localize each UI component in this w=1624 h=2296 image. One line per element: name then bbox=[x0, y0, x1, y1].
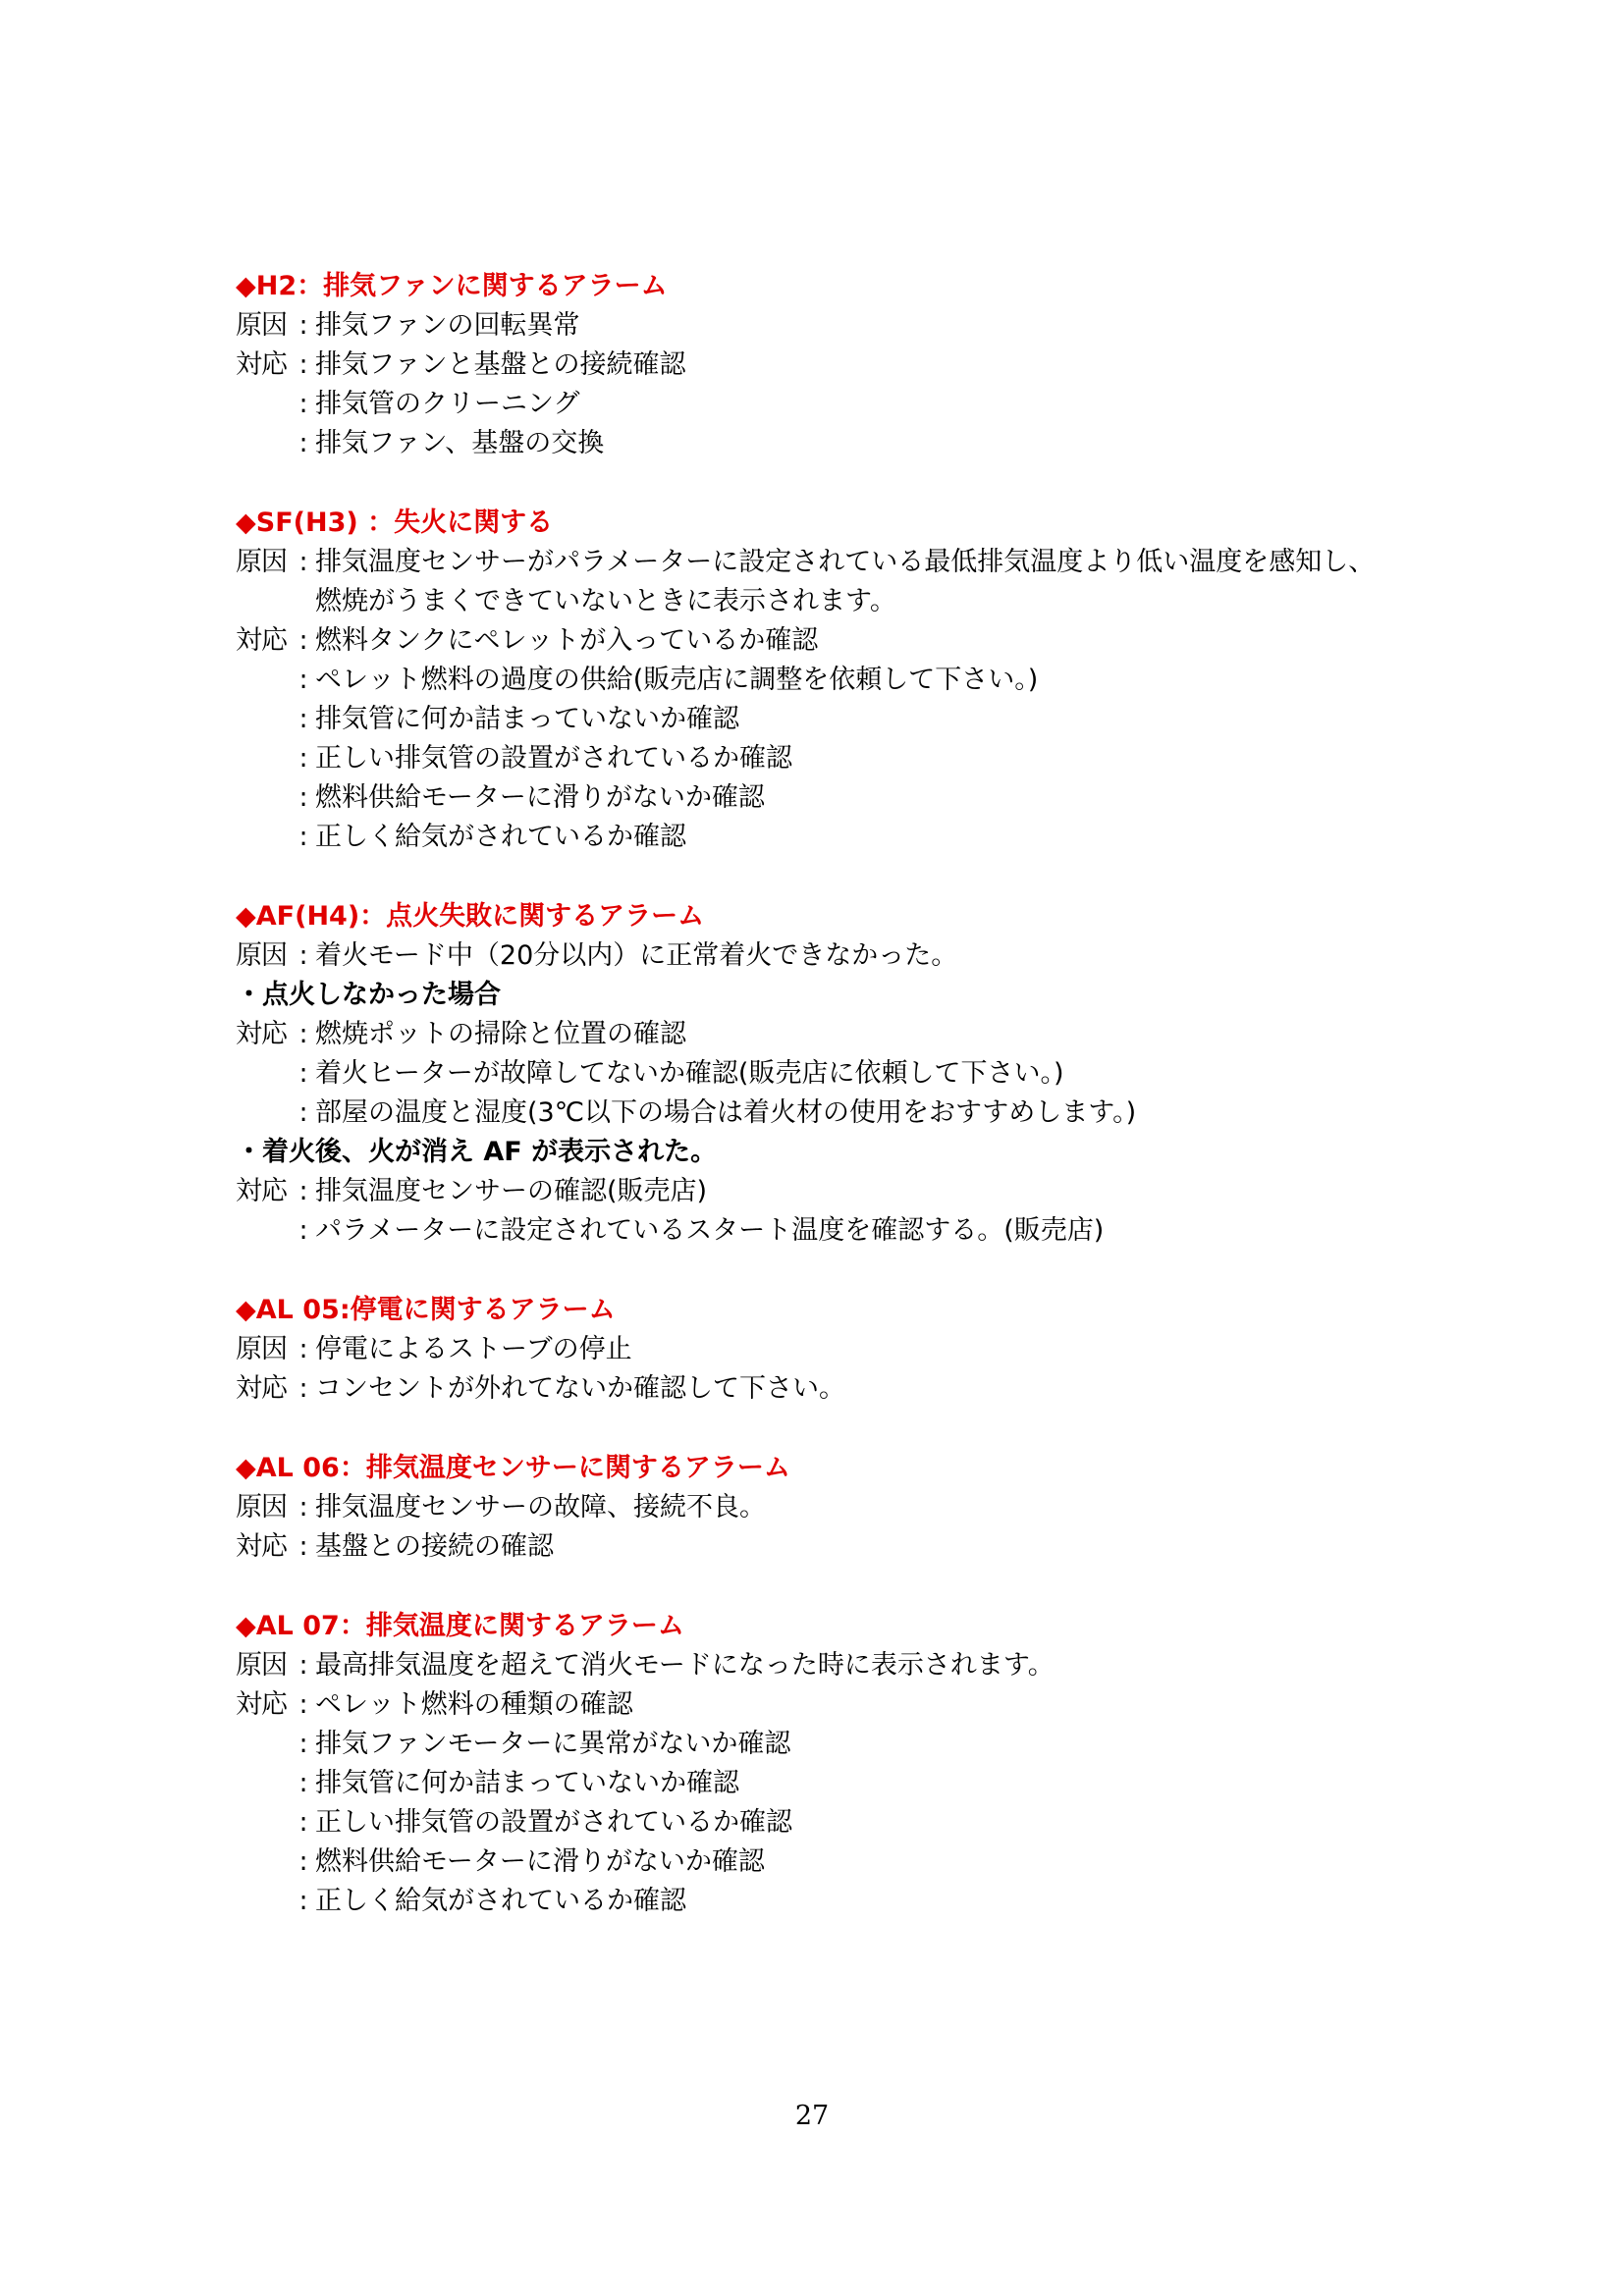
case-subheading: ・点火しなかった場合 bbox=[236, 980, 501, 1010]
section-heading: ◆AL 07：排気温度に関するアラーム bbox=[236, 1611, 684, 1641]
separator: : bbox=[298, 547, 308, 577]
separator: : bbox=[298, 1176, 308, 1206]
cause-text: 最高排気温度を超えて消火モードになった時に表示されます。 bbox=[315, 1650, 1055, 1681]
separator: : bbox=[298, 665, 308, 695]
section-heading: ◆H2：排気ファンに関するアラーム bbox=[236, 271, 668, 301]
action-line bbox=[236, 1764, 1502, 1803]
action-line bbox=[236, 1054, 1502, 1094]
alarm-list bbox=[236, 267, 1502, 1961]
separator: : bbox=[298, 1019, 308, 1049]
section-heading: ◆AF(H4)：点火失敗に関するアラーム bbox=[236, 901, 705, 932]
action-line bbox=[236, 1803, 1502, 1842]
action-line bbox=[236, 778, 1502, 818]
cause-label: 原因 bbox=[236, 310, 287, 341]
action-text: 燃焼ポットの掃除と位置の確認 bbox=[315, 1019, 686, 1049]
separator: : bbox=[298, 1531, 308, 1562]
section-heading: ◆AL 06：排気温度センサーに関するアラーム bbox=[236, 1453, 790, 1483]
cause-line bbox=[236, 936, 1502, 976]
action-line bbox=[236, 621, 1502, 661]
action-text: 部屋の温度と湿度(3℃以下の場合は着火材の使用をおすすめします。) bbox=[315, 1097, 1137, 1128]
separator: : bbox=[298, 389, 308, 419]
action-label: 対応 bbox=[236, 1531, 287, 1562]
action-text: 正しく給気がされているか確認 bbox=[315, 822, 686, 852]
alarm-section-al06 bbox=[236, 1449, 1502, 1567]
cause-label: 原因 bbox=[236, 940, 287, 971]
alarm-section-af bbox=[236, 897, 1502, 1251]
action-text: 排気温度センサーの確認(販売店) bbox=[315, 1176, 708, 1206]
separator: : bbox=[298, 822, 308, 852]
cause-line bbox=[236, 1488, 1502, 1527]
action-line bbox=[236, 1725, 1502, 1764]
action-line bbox=[236, 385, 1502, 424]
action-label: 対応 bbox=[236, 1019, 287, 1049]
action-text: 排気管に何か詰まっていないか確認 bbox=[315, 704, 739, 734]
action-text: コンセントが外れてないか確認して下さい。 bbox=[315, 1373, 845, 1404]
action-text: 燃料供給モーターに滑りがないか確認 bbox=[315, 782, 765, 813]
action-text: 燃料タンクにペレットが入っているか確認 bbox=[315, 625, 819, 656]
action-line bbox=[236, 346, 1502, 385]
separator: : bbox=[298, 625, 308, 656]
separator: : bbox=[298, 782, 308, 813]
action-text: 正しい排気管の設置がされているか確認 bbox=[315, 743, 792, 774]
case-subheading: ・着火後、火が消え AF が表示された。 bbox=[236, 1137, 718, 1167]
separator: : bbox=[298, 349, 308, 380]
action-label: 対応 bbox=[236, 1176, 287, 1206]
separator: : bbox=[298, 1689, 308, 1720]
cause-text: 着火モード中（20分以内）に正常着火できなかった。 bbox=[315, 940, 958, 971]
action-text: ペレット燃料の過度の供給(販売店に調整を依頼して下さい。) bbox=[315, 665, 1039, 695]
cause-text-continued: 燃焼がうまくできていないときに表示されます。 bbox=[315, 586, 896, 616]
action-line bbox=[236, 739, 1502, 778]
separator: : bbox=[298, 743, 308, 774]
separator: : bbox=[298, 1650, 308, 1681]
cause-line bbox=[236, 1646, 1502, 1685]
action-line bbox=[236, 700, 1502, 739]
separator: : bbox=[298, 1334, 308, 1364]
alarm-section-sf bbox=[236, 504, 1502, 857]
action-label: 対応 bbox=[236, 349, 287, 380]
separator: : bbox=[298, 310, 308, 341]
separator: : bbox=[298, 1846, 308, 1877]
section-heading: ◆AL 05:停電に関するアラーム bbox=[236, 1295, 616, 1325]
cause-line bbox=[236, 543, 1502, 582]
cause-text: 排気温度センサーがパラメーターに設定されている最低排気温度より低い温度を感知し、 bbox=[315, 547, 1376, 577]
cause-line bbox=[236, 306, 1502, 346]
action-text: 排気ファン、基盤の交換 bbox=[315, 428, 605, 458]
action-text: パラメーターに設定されているスタート温度を確認する。(販売店) bbox=[315, 1215, 1105, 1246]
action-text: 基盤との接続の確認 bbox=[315, 1531, 554, 1562]
page-number: 27 bbox=[794, 2101, 830, 2131]
action-line bbox=[236, 818, 1502, 857]
separator: : bbox=[298, 940, 308, 971]
action-text: 正しく給気がされているか確認 bbox=[315, 1886, 686, 1916]
action-text: 排気ファンモーターに異常がないか確認 bbox=[315, 1729, 791, 1759]
action-line bbox=[236, 1211, 1502, 1251]
action-line bbox=[236, 661, 1502, 700]
action-line bbox=[236, 1015, 1502, 1054]
action-text: ペレット燃料の種類の確認 bbox=[315, 1689, 633, 1720]
alarm-section-al07 bbox=[236, 1607, 1502, 1921]
separator: : bbox=[298, 428, 308, 458]
action-label: 対応 bbox=[236, 1373, 287, 1404]
action-line bbox=[236, 1842, 1502, 1882]
separator: : bbox=[298, 1729, 308, 1759]
separator: : bbox=[298, 1373, 308, 1404]
cause-label: 原因 bbox=[236, 547, 287, 577]
action-line bbox=[236, 424, 1502, 463]
action-label: 対応 bbox=[236, 625, 287, 656]
cause-label: 原因 bbox=[236, 1492, 287, 1522]
section-heading: ◆SF(H3) ：失火に関する bbox=[236, 507, 554, 538]
cause-label: 原因 bbox=[236, 1650, 287, 1681]
separator: : bbox=[298, 1097, 308, 1128]
separator: : bbox=[298, 1058, 308, 1089]
action-text: 排気管に何か詰まっていないか確認 bbox=[315, 1768, 739, 1798]
separator: : bbox=[298, 1807, 308, 1838]
cause-text: 排気温度センサーの故障、接続不良。 bbox=[315, 1492, 766, 1522]
alarm-section-h2 bbox=[236, 267, 1502, 463]
cause-text: 停電によるストーブの停止 bbox=[315, 1334, 632, 1364]
action-line bbox=[236, 1685, 1502, 1725]
separator: : bbox=[298, 1492, 308, 1522]
action-text: 正しい排気管の設置がされているか確認 bbox=[315, 1807, 792, 1838]
cause-label: 原因 bbox=[236, 1334, 287, 1364]
action-text: 着火ヒーターが故障してないか確認(販売店に依頼して下さい。) bbox=[315, 1058, 1064, 1089]
action-label: 対応 bbox=[236, 1689, 287, 1720]
action-line bbox=[236, 1172, 1502, 1211]
separator: : bbox=[298, 1886, 308, 1916]
action-text: 燃料供給モーターに滑りがないか確認 bbox=[315, 1846, 765, 1877]
separator: : bbox=[298, 1768, 308, 1798]
alarm-section-al05 bbox=[236, 1291, 1502, 1409]
action-line bbox=[236, 1094, 1502, 1133]
separator: : bbox=[298, 704, 308, 734]
action-line bbox=[236, 1882, 1502, 1921]
action-text: 排気ファンと基盤との接続確認 bbox=[315, 349, 686, 380]
action-line bbox=[236, 1369, 1502, 1409]
cause-line bbox=[236, 1330, 1502, 1369]
action-line bbox=[236, 1527, 1502, 1567]
separator: : bbox=[298, 1215, 308, 1246]
cause-text: 排気ファンの回転異常 bbox=[315, 310, 580, 341]
action-text: 排気管のクリーニング bbox=[315, 389, 580, 419]
